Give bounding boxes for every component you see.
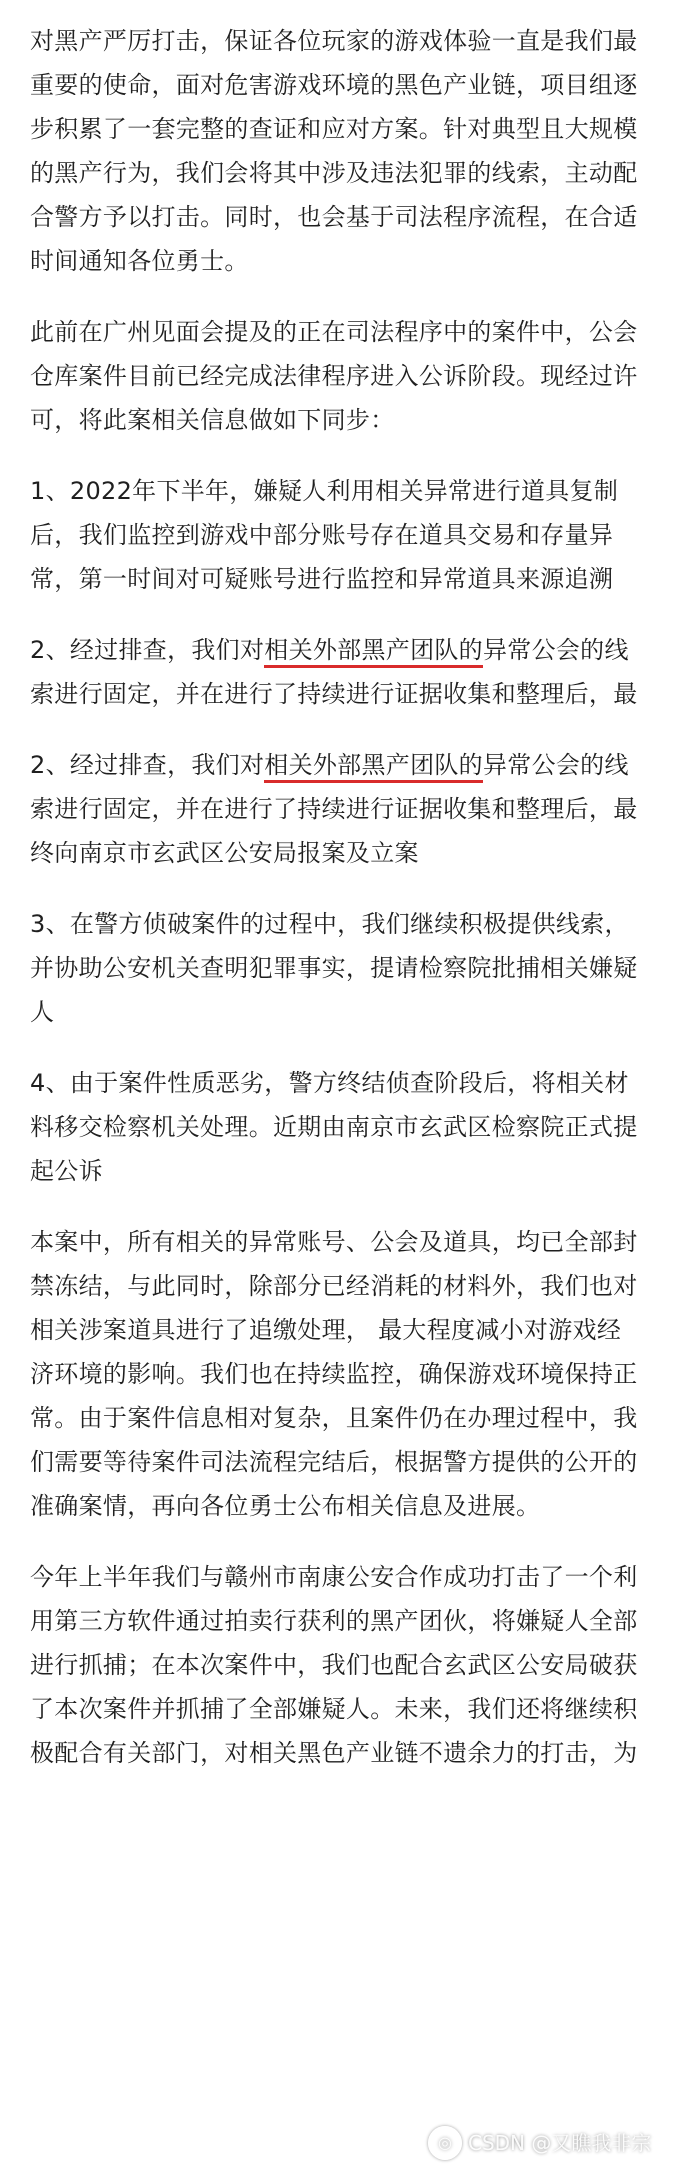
list-item-line: 常，第一时间对可疑账号进行监控和异常道具来源追溯	[30, 565, 614, 593]
paragraph-line: 对黑产严厉打击，保证各位玩家的游戏体验一直是我们最	[30, 27, 638, 55]
text-segment: 异常公会的线	[482, 636, 629, 664]
paragraph-line: 的黑产行为，我们会将其中涉及违法犯罪的线索，主动配	[30, 159, 638, 187]
text-segment: 2、经过排查，我们对	[30, 751, 265, 779]
paragraph-line: 重要的使命，面对危害游戏环境的黑色产业链，项目组逐	[30, 71, 638, 99]
list-item-line: 索进行固定，并在进行了持续进行证据收集和整理后，最	[30, 795, 638, 823]
underlined-phrase: 相关外部黑产团队的	[264, 636, 483, 668]
list-item-line	[30, 751, 629, 779]
paragraph-line: 进行抓捕；在本次案件中，我们也配合玄武区公安局破获	[30, 1651, 638, 1679]
paragraph-line: 禁冻结，与此同时，除部分已经消耗的材料外，我们也对	[30, 1272, 638, 1300]
paragraph-line: 本案中，所有相关的异常账号、公会及道具，均已全部封	[30, 1228, 638, 1256]
paragraph-line: 济环境的影响。我们也在持续监控，确保游戏环境保持正	[30, 1360, 638, 1388]
list-item-line: 3、在警方侦破案件的过程中，我们继续积极提供线索，	[30, 910, 629, 938]
text-segment: 2、经过排查，我们对	[30, 636, 265, 664]
list-item-line: 人	[30, 998, 55, 1026]
watermark	[428, 2125, 678, 2161]
paragraph-line: 用第三方软件通过拍卖行获利的黑产团伙，将嫌疑人全部	[30, 1607, 638, 1635]
paragraph-line: 了本次案件并抓捕了全部嫌疑人。未来，我们还将继续积	[30, 1695, 638, 1723]
paragraph-line: 此前在广州见面会提及的正在司法程序中的案件中，公会	[30, 318, 638, 346]
paragraph-line: 可，将此案相关信息做如下同步：	[30, 406, 395, 434]
paragraph-line: 们需要等待案件司法流程完结后，根据警方提供的公开的	[30, 1448, 638, 1476]
paragraph-line: 相关涉案道具进行了追缴处理， 最大程度减小对游戏经	[30, 1316, 622, 1344]
underlined-phrase: 相关外部黑产团队的	[264, 751, 483, 783]
watermark-text: CSDN @又瞧我非宗	[468, 2131, 652, 2155]
list-item-line: 索进行固定，并在进行了持续进行证据收集和整理后，最	[30, 680, 638, 708]
text-segment: 异常公会的线	[482, 751, 629, 779]
paragraph-line: 极配合有关部门，对相关黑色产业链不遗余力的打击，为	[30, 1739, 638, 1767]
paragraph-line: 准确案情，再向各位勇士公布相关信息及进展。	[30, 1492, 541, 1520]
list-item-line: 起公诉	[30, 1157, 103, 1185]
list-item-line: 料移交检察机关处理。近期由南京市玄武区检察院正式提	[30, 1113, 638, 1141]
list-item-line: 1、2022年下半年，嫌疑人利用相关异常进行道具复制	[30, 477, 619, 505]
paragraph-line: 时间通知各位勇士。	[30, 247, 249, 275]
paragraph-line: 步积累了一套完整的查证和应对方案。针对典型且大规模	[30, 115, 638, 143]
list-item-line: 终向南京市玄武区公安局报案及立案	[30, 839, 419, 867]
paragraph-line: 仓库案件目前已经完成法律程序进入公诉阶段。现经过许	[30, 362, 638, 390]
camera-logo-icon: ◎	[428, 2126, 462, 2160]
list-item-line: 并协助公安机关查明犯罪事实，提请检察院批捕相关嫌疑	[30, 954, 638, 982]
list-item-line	[30, 636, 629, 664]
paragraph-line: 今年上半年我们与赣州市南康公安合作成功打击了一个利	[30, 1563, 638, 1591]
list-item-line: 后，我们监控到游戏中部分账号存在道具交易和存量异	[30, 521, 614, 549]
paragraph-line: 常。由于案件信息相对复杂，且案件仍在办理过程中，我	[30, 1404, 638, 1432]
paragraph-line: 合警方予以打击。同时，也会基于司法程序流程，在合适	[30, 203, 638, 231]
list-item-line: 4、由于案件性质恶劣，警方终结侦查阶段后，将相关材	[30, 1069, 629, 1097]
